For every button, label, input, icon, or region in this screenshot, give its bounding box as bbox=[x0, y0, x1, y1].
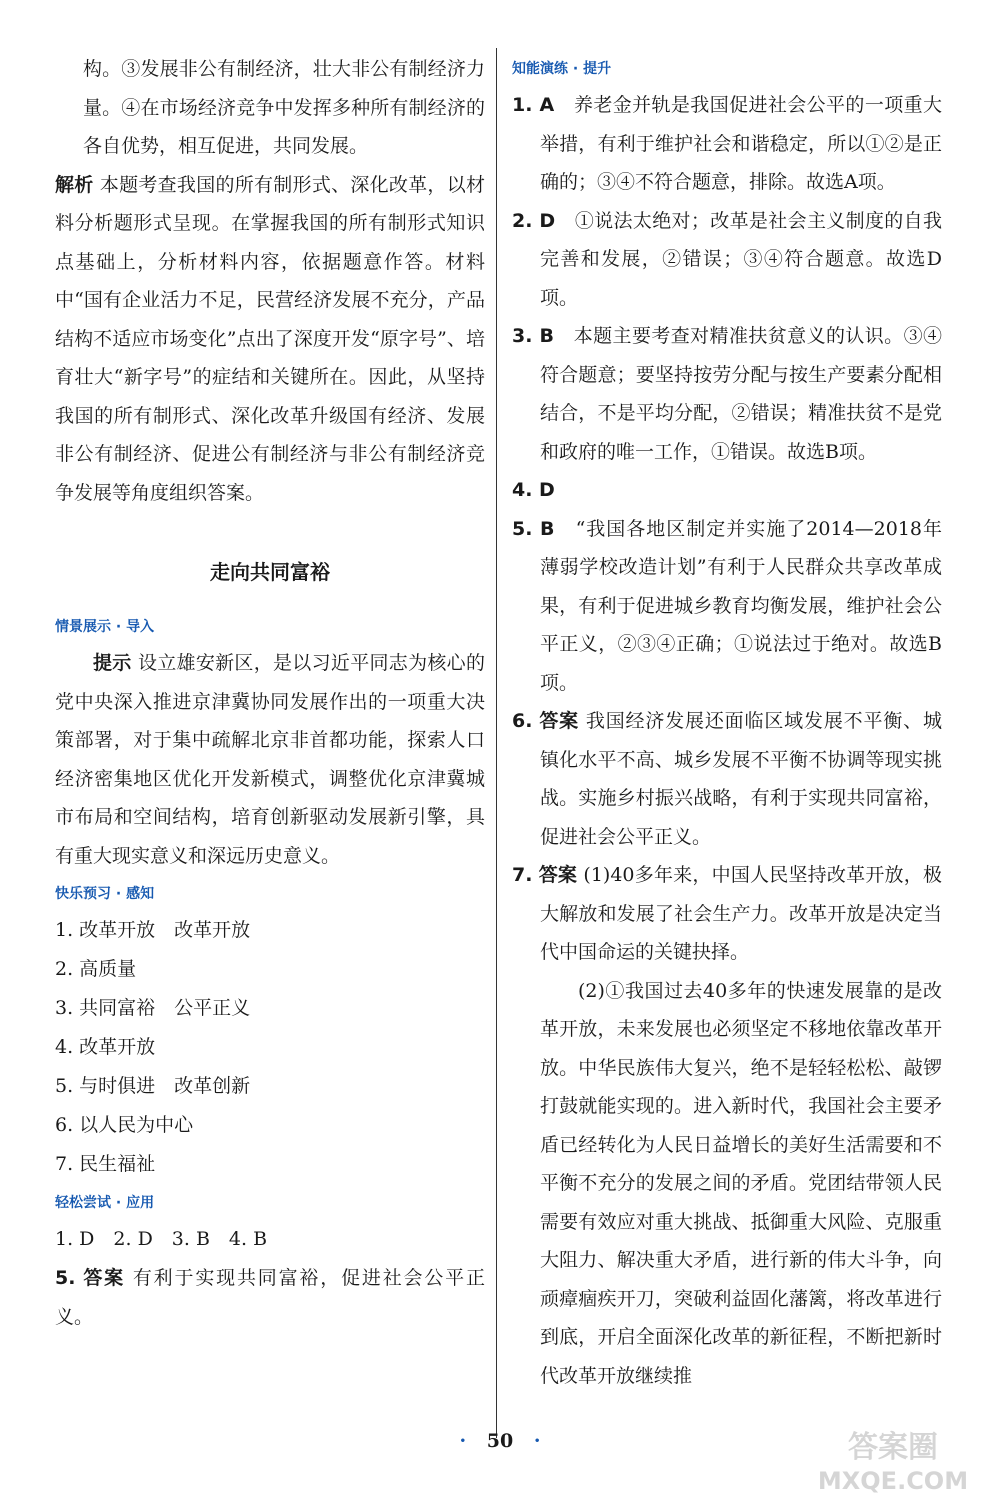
heading-try-apply: 轻松尝试 · 应用 bbox=[55, 1195, 155, 1211]
question-7-answer: 7. 答案 (1)40多年来，中国人民坚持改革开放，极大解放和发展了社会生产力。改革开放是决定当代中国命运的关键抉择。 bbox=[512, 864, 942, 963]
heading-practice: 知能演练 · 提升 bbox=[512, 61, 612, 77]
question-5-answer: 5. 答案 有利于实现共同富裕，促进社会公平正义。 bbox=[55, 1267, 485, 1328]
practice-item: 3. B 本题主要考查对精准扶贫意义的认识。③④符合题意；要坚持按劳分配与按生产要素分配相结合，不是平均分配，②错误；精准扶贫不是党和政府的唯一工作，①错误。故选B项。 bbox=[512, 325, 942, 463]
preview-item: 7. 民生福祉 bbox=[55, 1153, 156, 1175]
analysis-paragraph bbox=[55, 166, 485, 513]
page-number: 50 bbox=[486, 1430, 514, 1452]
svg-text:答案圈: 答案圈 bbox=[848, 1430, 938, 1465]
answer-label: 答案 bbox=[83, 1267, 125, 1289]
heading-preview: 快乐预习 · 感知 bbox=[55, 886, 155, 902]
preview-item: 3. 共同富裕 公平正义 bbox=[55, 997, 251, 1019]
analysis-text: 本题考查我国的所有制形式、深化改革，以材料分析题形式呈现。在掌握我国的所有制形式知识点基础上，分析材料内容，依据题意作答。材料中“国有企业活力不足，民营经济发展不充分，产品结构不适应市场变化”点出了深度开发“原字号”、培育壮大“新字号”的症结和关键所在。因此，从坚持我国的所有制形式、深化改革升级国有经济、发展非公有制经济、促进公有制经济与非公有制经济竞争发展等角度组织答案。 bbox=[55, 173, 485, 504]
practice-item: 1. A 养老金并轨是我国促进社会公平的一项重大举措，有利于维护社会和谐稳定，所以①②是正确的；③④不符合题意，排除。故选A项。 bbox=[512, 94, 942, 193]
practice-item: 4. D bbox=[512, 479, 555, 501]
page-dot-left: · bbox=[459, 1430, 467, 1452]
answer-label: 答案 bbox=[539, 710, 579, 732]
question-6-answer: 6. 答案 我国经济发展还面临区域发展不平衡、城镇化水平不高、城乡发展不平衡不协调等现实挑战。实施乡村振兴战略，有利于实现共同富裕，促进社会公平正义。 bbox=[512, 710, 942, 848]
page-dot-right: · bbox=[533, 1430, 541, 1452]
practice-item: 5. B “我国各地区制定并实施了2014—2018年薄弱学校改造计划”有利于人民群众共享改革成果，有利于促进城乡教育均衡发展，维护社会公平正义，②③④正确；①说法过于绝对。故选B项。 bbox=[512, 517, 942, 694]
left-column bbox=[55, 50, 485, 1337]
right-column bbox=[512, 50, 942, 1395]
column-divider bbox=[496, 48, 497, 1438]
section-title: 走向共同富裕 bbox=[210, 560, 330, 584]
preview-item: 6. 以人民为中心 bbox=[55, 1114, 194, 1136]
svg-text:MXQE.COM: MXQE.COM bbox=[817, 1467, 969, 1495]
hint-label: 提示 bbox=[93, 652, 132, 674]
practice-item: 2. D ①说法太绝对；改革是社会主义制度的自我完善和发展，②错误；③④符合题意。故选D项。 bbox=[512, 209, 942, 309]
analysis-label: 解析 bbox=[55, 173, 94, 196]
try-answers: 1. D 2. D 3. B 4. B bbox=[55, 1228, 268, 1250]
continued-answer: 构。③发展非公有制经济，壮大非公有制经济力量。④在市场经济竞争中发挥多种所有制经济的各自优势，相互促进，共同发展。 bbox=[83, 58, 485, 157]
hint-paragraph bbox=[55, 644, 485, 875]
preview-item: 5. 与时俱进 改革创新 bbox=[55, 1075, 251, 1097]
preview-item: 1. 改革开放 改革开放 bbox=[55, 919, 251, 941]
preview-item: 2. 高质量 bbox=[55, 958, 137, 980]
answer-label: 答案 bbox=[538, 864, 578, 886]
question-7-part-2: (2)①我国过去40多年的快速发展靠的是改革开放，未来发展也必须坚定不移地依靠改革开放。中华民族伟大复兴，绝不是轻轻松松、敲锣打鼓就能实现的。进入新时代，我国社会主要矛盾已经转化为人民日益增长的美好生活需要和不平衡不充分的发展之间的矛盾。党团结带领人民需要有效应对重大挑战、抵御重大风险、克服重大阻力、解决重大矛盾，进行新的伟大斗争，向顽瘴痼疾开刀，突破利益固化藩篱，将改革进行到底，开启全面深化改革的新征程，不断把新时代改革开放继续推 bbox=[540, 979, 942, 1387]
watermark-logo bbox=[798, 1419, 988, 1499]
preview-item: 4. 改革开放 bbox=[55, 1036, 156, 1058]
hint-text: 设立雄安新区，是以习近平同志为核心的党中央深入推进京津冀协同发展作出的一项重大决策部署，对于集中疏解北京非首都功能，探索人口经济密集地区优化开发新模式，调整优化京津冀城市布局和空间结构，培育创新驱动发展新引擎，具有重大现实意义和深远历史意义。 bbox=[55, 652, 485, 867]
heading-scenario-intro: 情景展示 · 导入 bbox=[55, 619, 155, 635]
